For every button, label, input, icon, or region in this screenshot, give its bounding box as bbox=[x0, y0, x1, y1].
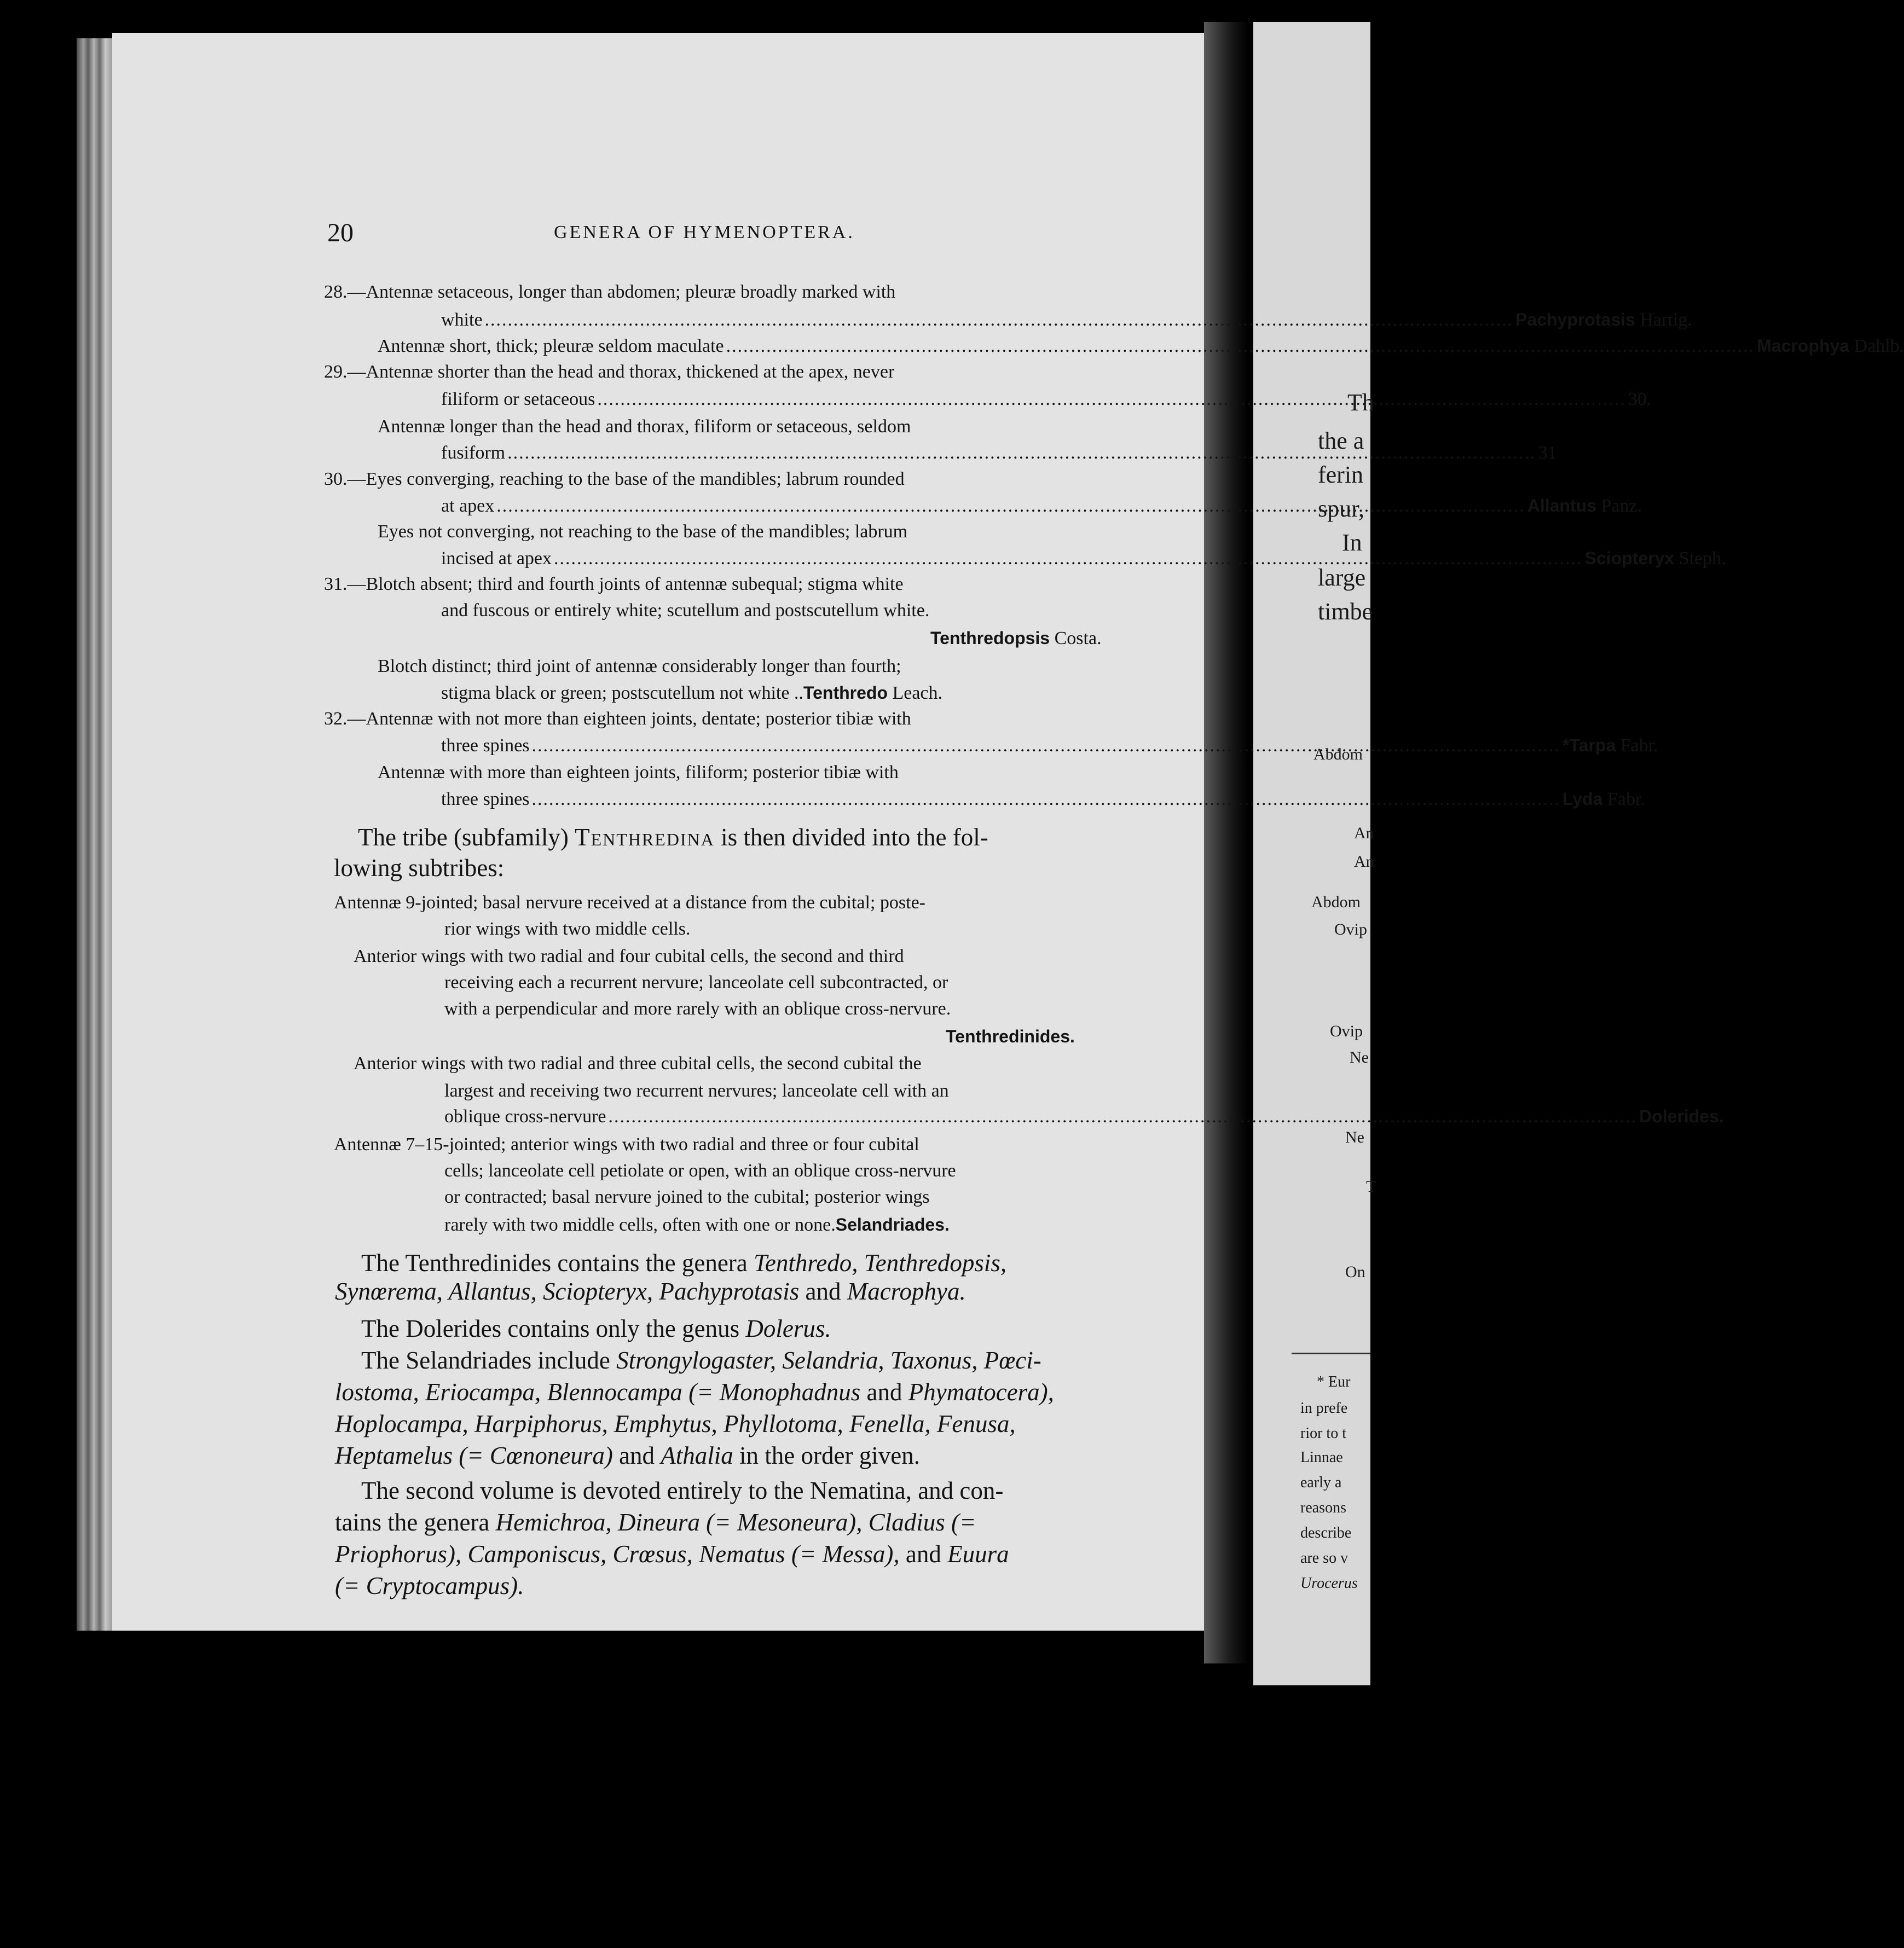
subtribe-line: rior wings with two middle cells. bbox=[444, 919, 691, 939]
genus-author: Fabr. bbox=[1620, 735, 1658, 756]
facing-fragment: An bbox=[1354, 824, 1374, 842]
paragraph-line: (= Cryptocampus). bbox=[335, 1572, 524, 1599]
key-label: filiform or setaceous bbox=[441, 389, 595, 409]
key-label: three spines bbox=[441, 735, 530, 756]
key-line: 28.—Antennæ setaceous, longer than abdomen; pleuræ broadly marked with bbox=[324, 282, 896, 302]
facing-fragment: describe bbox=[1300, 1524, 1352, 1541]
key-line bbox=[441, 308, 1692, 332]
paragraph-line: The Tenthredinides contains the genera Tenthredo, Tenthredopsis, bbox=[361, 1249, 1007, 1277]
facing-fragment: timbe bbox=[1318, 598, 1373, 625]
tribe-name: Tenthredina bbox=[575, 824, 715, 851]
facing-fragment: rior to t bbox=[1300, 1425, 1346, 1442]
facing-fragment: spur, bbox=[1318, 495, 1365, 522]
key-line: 29.—Antennæ shorter than the head and thorax, thickened at the apex, never bbox=[324, 362, 895, 382]
subtribe-line: cells; lanceolate cell petiolate or open, with an oblique cross-nervure bbox=[444, 1161, 956, 1181]
facing-fragment: An bbox=[1354, 853, 1374, 871]
paragraph-line: Synœrema, Allantus, Sciopteryx, Pachyprotasis and Macrophya. bbox=[335, 1278, 966, 1305]
subtribe-line: Anterior wings with two radial and three cubital cells, the second cubital the bbox=[354, 1053, 922, 1074]
paragraph-line: Priophorus), Camponiscus, Crœsus, Nematus (= Messa), and Euura bbox=[335, 1540, 1009, 1568]
subtribe-line: oblique cross-nervure ..... Dolerides. bbox=[444, 1104, 1126, 1129]
facing-fragment: early a bbox=[1300, 1474, 1342, 1491]
key-number: 31 bbox=[1538, 443, 1557, 463]
key-label: at apex bbox=[441, 496, 495, 516]
facing-fragment: Linnae bbox=[1300, 1449, 1343, 1466]
key-line: 31.—Blotch absent; third and fourth joints of antennæ subequal; stigma white bbox=[324, 574, 904, 594]
genus-author: Leach. bbox=[892, 683, 943, 703]
key-line: Antennæ with more than eighteen joints, filiform; posterior tibiæ with bbox=[378, 762, 899, 782]
key-label: fusiform bbox=[441, 443, 506, 463]
genus-name: *Tarpa bbox=[1562, 735, 1616, 755]
facing-fragment: * Eur bbox=[1317, 1373, 1351, 1390]
page-number: 20 bbox=[327, 218, 354, 247]
subtribe-line: Antennæ 9-jointed; basal nervure received at a distance from the cubital; poste- bbox=[334, 892, 925, 913]
key-label: stigma black or green; postscutellum not white .. bbox=[441, 683, 803, 703]
key-line bbox=[378, 334, 1904, 358]
paragraph-line: Heptamelus (= Cœnoneura) and Athalia in the order given. bbox=[335, 1442, 920, 1469]
facing-fragment: Ovip bbox=[1330, 1022, 1363, 1040]
footnote-rule bbox=[1292, 1353, 1370, 1354]
facing-fragment: Abdom bbox=[1313, 745, 1363, 763]
genus-author: Fabr. bbox=[1607, 789, 1645, 809]
facing-fragment: Ne bbox=[1345, 1128, 1364, 1146]
key-line: Blotch distinct; third joint of antennæ considerably longer than fourth; bbox=[378, 656, 901, 676]
key-label: white bbox=[441, 310, 483, 330]
genus-author: Costa. bbox=[1054, 628, 1102, 648]
genus-name: Macrophya bbox=[1757, 336, 1850, 356]
genus-author: Hartig. bbox=[1640, 310, 1692, 330]
key-line bbox=[441, 441, 1557, 465]
key-line: 32.—Antennæ with not more than eighteen joints, dentate; posterior tibiæ with bbox=[324, 709, 911, 729]
key-line: Eyes not converging, not reaching to the base of the mandibles; labrum bbox=[378, 521, 908, 542]
facing-fragment: the a bbox=[1318, 427, 1364, 454]
genus-name: Allantus bbox=[1527, 496, 1596, 515]
facing-fragment: reasons bbox=[1300, 1499, 1346, 1516]
genus-name: Lyda bbox=[1562, 789, 1603, 809]
facing-fragment: Ne bbox=[1350, 1048, 1369, 1066]
paragraph-line: Hoplocampa, Harpiphorus, Emphytus, Phyllotoma, Fenella, Fenusa, bbox=[335, 1410, 1016, 1437]
key-line: 30.—Eyes converging, reaching to the base of the mandibles; labrum rounded bbox=[324, 469, 905, 489]
paragraph-line: The second volume is devoted entirely to the Nematina, and con- bbox=[361, 1477, 1004, 1504]
genus-author: Steph. bbox=[1679, 548, 1726, 569]
paragraph-line: lostoma, Eriocampa, Blennocampa (= Monophadnus and Phymatocera), bbox=[335, 1378, 1054, 1406]
key-line bbox=[441, 787, 1645, 811]
subtribe-line: largest and receiving two recurrent nervures; lanceolate cell with an bbox=[444, 1081, 949, 1101]
paragraph-line: The Selandriades include Strongylogaster, Selandria, Taxonus, Pœci- bbox=[361, 1347, 1041, 1374]
key-line: Antennæ longer than the head and thorax, filiform or setaceous, seldom bbox=[378, 416, 911, 437]
facing-fragment: Th bbox=[1347, 389, 1374, 416]
key-label: Antennæ short, thick; pleuræ seldom maculate bbox=[378, 336, 724, 356]
facing-fragment: in prefe bbox=[1300, 1400, 1348, 1417]
facing-fragment: Urocerus bbox=[1300, 1575, 1358, 1592]
genus-name: Pachyprotasis bbox=[1515, 310, 1635, 329]
running-head: GENERA OF HYMENOPTERA. bbox=[554, 222, 855, 242]
key-label: three spines bbox=[441, 789, 530, 809]
facing-fragment: are so v bbox=[1300, 1550, 1349, 1567]
facing-fragment: ferin bbox=[1318, 461, 1364, 488]
genus-author: Panz. bbox=[1601, 496, 1642, 516]
tribe-intro-line: The tribe (subfamily) Tenthredina is then divided into the fol- bbox=[358, 824, 988, 851]
facing-fragment: large bbox=[1318, 564, 1366, 591]
paragraph-line: tains the genera Hemichroa, Dineura (= Mesoneura), Cladius (= bbox=[335, 1509, 976, 1536]
subtribe-line: rarely with two middle cells, often with one or none.Selandriades. bbox=[444, 1215, 950, 1235]
facing-fragment: Ovip bbox=[1334, 920, 1367, 938]
subtribe-line: Anterior wings with two radial and four cubital cells, the second and third bbox=[354, 946, 904, 966]
key-line: and fuscous or entirely white; scutellum and postscutellum white. bbox=[441, 600, 930, 621]
key-line bbox=[441, 546, 1726, 571]
subtribe-name: Tenthredinides. bbox=[946, 1027, 1075, 1046]
key-label: incised at apex bbox=[441, 548, 552, 569]
subtribe-line: Antennæ 7–15-jointed; anterior wings with two radial and three or four cubital bbox=[334, 1134, 919, 1155]
key-number: 30. bbox=[1628, 389, 1652, 409]
subtribe-name: Dolerides. bbox=[1639, 1106, 1724, 1126]
subtribe-name: Selandriades. bbox=[835, 1215, 950, 1234]
paragraph-line: The Dolerides contains only the genus Dolerus. bbox=[361, 1315, 831, 1342]
book-gutter bbox=[1204, 22, 1248, 1663]
subtribe-line: receiving each a recurrent nervure; lanceolate cell subcontracted, or bbox=[444, 972, 948, 993]
key-line bbox=[930, 626, 1102, 651]
facing-fragment: In bbox=[1342, 529, 1362, 556]
subtribe-line: with a perpendicular and more rarely with an oblique cross-nervure. bbox=[444, 999, 951, 1019]
facing-fragment: On bbox=[1345, 1263, 1365, 1281]
genus-name: Tenthredopsis bbox=[930, 628, 1050, 648]
genus-name: Sciopteryx bbox=[1584, 548, 1675, 568]
genus-author: Dahlb. bbox=[1854, 336, 1904, 356]
page-edges bbox=[77, 38, 115, 1631]
tribe-intro-line: lowing subtribes: bbox=[334, 854, 505, 882]
facing-fragment: Abdom bbox=[1311, 893, 1361, 911]
subtribe-line: or contracted; basal nervure joined to the cubital; posterior wings bbox=[444, 1187, 930, 1207]
genus-name: Tenthredo bbox=[803, 683, 888, 703]
facing-fragment: T bbox=[1366, 1178, 1376, 1196]
key-line bbox=[441, 681, 942, 705]
